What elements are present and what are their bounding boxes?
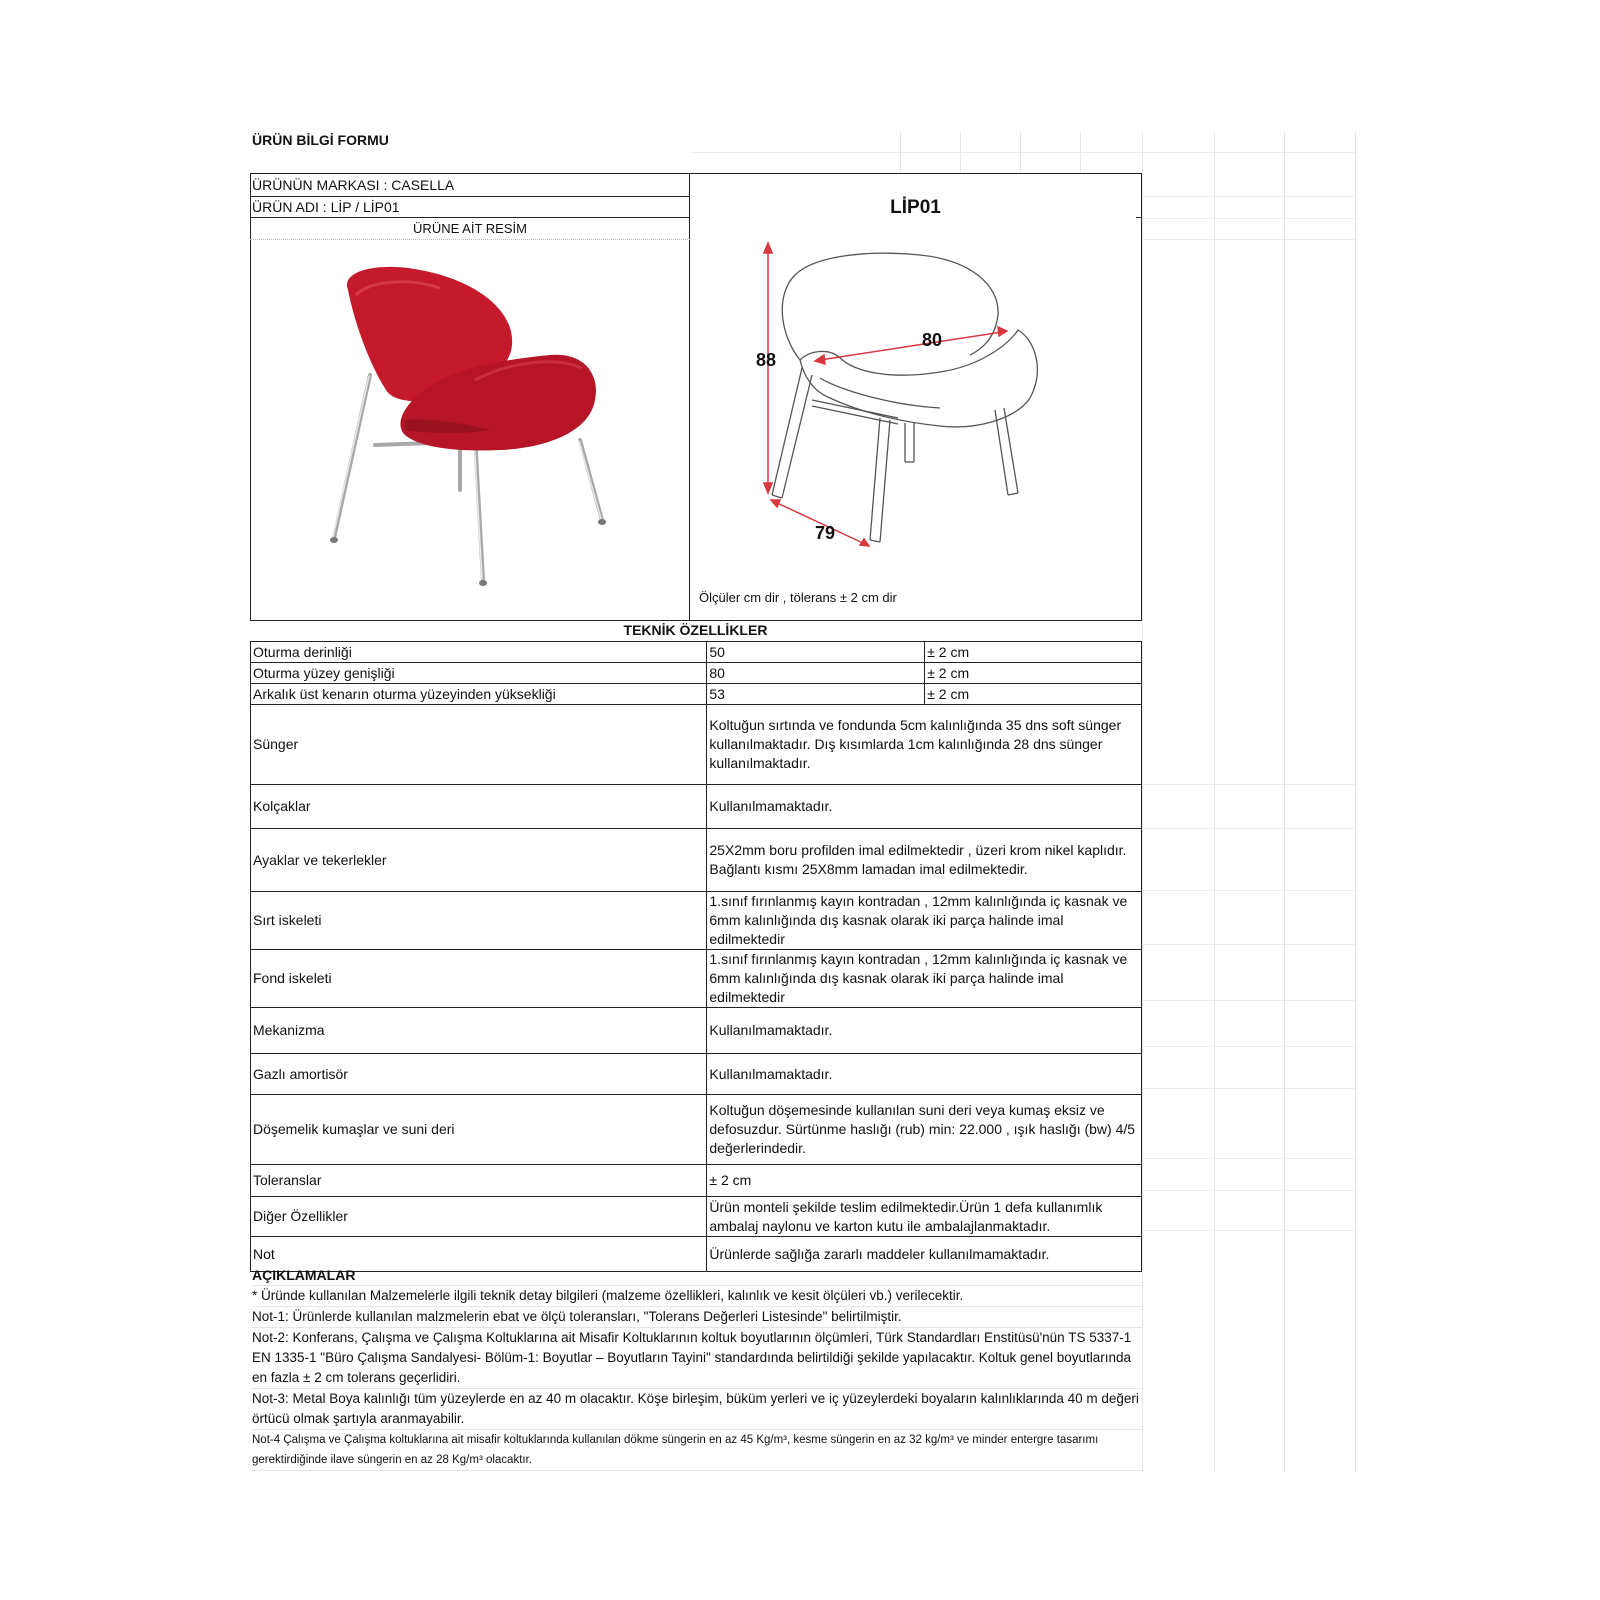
box-left-border xyxy=(250,173,251,621)
specs-table xyxy=(250,641,1142,1272)
brand-row-border xyxy=(250,196,690,197)
grid-row xyxy=(1142,944,1355,945)
chair-dimension-drawing xyxy=(740,240,1060,560)
spec-label: Toleranslar xyxy=(251,1165,707,1197)
spec-value: Koltuğun döşemesinde kullanılan suni deri veya kumaş eksiz ve defosuzdur. Sürtünme haslığı (rub) min: 22.000 , ışık haslığı (bw) 4/5 değerlerindedir. xyxy=(707,1095,1142,1165)
grid-row xyxy=(1142,828,1355,829)
dimension-lines xyxy=(764,243,1007,546)
spec-value: ± 2 cm xyxy=(707,1165,1142,1197)
spec-label: Mekanizma xyxy=(251,1008,707,1054)
spec-tolerance: ± 2 cm xyxy=(925,663,1142,684)
spec-value: 53 xyxy=(707,684,925,705)
spec-value: 1.sınıf fırınlanmış kayın kontradan , 12mm kalınlığında iç kasnak ve 6mm kalınlığında dış kasnak olarak iki parça halinde imal edilmektedir xyxy=(707,892,1142,950)
table-row xyxy=(251,950,1142,1008)
notes-heading: AÇIKLAMALAR xyxy=(252,1265,1142,1286)
spec-value: Koltuğun sırtında ve fondunda 5cm kalınlığında 35 dns soft sünger kullanılmaktadır. Dış kısımlarda 1cm kalınlığında 28 dns sünger kullanılmaktadır. xyxy=(707,705,1142,785)
grid-column xyxy=(1355,132,1356,1472)
grid-row xyxy=(1142,196,1355,197)
table-row xyxy=(251,1197,1142,1237)
spec-value: 80 xyxy=(707,663,925,684)
spec-label: Fond iskeleti xyxy=(251,950,707,1008)
spec-value: Kullanılmamaktadır. xyxy=(707,785,1142,829)
grid-row xyxy=(1142,890,1355,891)
grid-column xyxy=(1284,132,1285,1472)
table-row xyxy=(251,785,1142,829)
model-code: LİP01 xyxy=(890,197,941,218)
grid-column xyxy=(1214,132,1215,1472)
spec-value: 1.sınıf fırınlanmış kayın kontradan , 12mm kalınlığında iç kasnak ve 6mm kalınlığında dış kasnak olarak iki parça halinde imal edilmektedir xyxy=(707,950,1142,1008)
grid-row xyxy=(1142,1000,1355,1001)
table-row xyxy=(251,684,1142,705)
table-row xyxy=(251,663,1142,684)
table-row xyxy=(251,1054,1142,1095)
form-title: ÜRÜN BİLGİ FORMU xyxy=(252,132,389,148)
spec-label: Gazlı amortisör xyxy=(251,1054,707,1095)
box-right-border xyxy=(1141,173,1142,621)
grid-row xyxy=(1142,1230,1355,1231)
picture-caption: ÜRÜNE AİT RESİM xyxy=(413,221,527,236)
grid-row xyxy=(1142,1046,1355,1047)
spec-label: Ayaklar ve tekerlekler xyxy=(251,829,707,892)
table-row xyxy=(251,705,1142,785)
spec-label: Sırt iskeleti xyxy=(251,892,707,950)
grid-row xyxy=(1142,784,1355,785)
spec-value: 50 xyxy=(707,642,925,663)
brand-line: ÜRÜNÜN MARKASI : CASELLA xyxy=(252,177,455,193)
note-item: * Üründe kullanılan Malzemelerle ilgili teknik detay bilgileri (malzeme özellikleri, kalınlık ve kesit ölçüleri vb.) verilecektir. xyxy=(252,1286,1142,1307)
grid-row xyxy=(1142,1158,1355,1159)
spec-value: Kullanılmamaktadır. xyxy=(707,1054,1142,1095)
box-middle-border xyxy=(689,173,690,621)
grid-row xyxy=(1142,1088,1355,1089)
note-item: Not-3: Metal Boya kalınlığı tüm yüzeylerde en az 40 m olacaktır. Köşe birleşim, büküm yerleri ve iç yüzeylerdeki boyaların kalınlıklarında 40 m değeri örtücü olmak şartıyla aranmayabilir. xyxy=(252,1389,1142,1430)
grid-column xyxy=(1142,132,1143,1472)
box-top-border xyxy=(250,173,1142,174)
grid-row xyxy=(1142,1190,1355,1191)
dimension-note: Ölçüler cm dir , tölerans ± 2 cm dir xyxy=(699,590,897,605)
note-item: Not-2: Konferans, Çalışma ve Çalışma Koltuklarına ait Misafir Koltuklarının koltuk boyutlarının ölçümleri, Türk Standardları Enstitüsü'nün TS 5337-1 EN 1335-1 "Büro Çalışma Sandalyesi- Bölüm-1: Boyutlar – Boyutların Tayini" standardında belirtildiği şekilde yapılacaktır. Koltuk genel boyutlarında en fazla ± 2 cm tolerans geçerlidiri. xyxy=(252,1328,1142,1389)
spec-value: 25X2mm boru profilden imal edilmektedir , üzeri krom nikel kaplıdır. Bağlantı kısmı 25X8mm lamadan imal edilmektedir. xyxy=(707,829,1142,892)
spec-label: Oturma derinliği xyxy=(251,642,707,663)
notes-section xyxy=(252,1265,1142,1471)
name-row-border xyxy=(250,217,690,218)
dimension-width: 80 xyxy=(922,330,943,350)
spec-value: Ürün monteli şekilde teslim edilmektedir.Ürün 1 defa kullanımlık ambalaj naylonu ve karton kutu ile ambalajlanmaktadır. xyxy=(707,1197,1142,1237)
spec-label: Kolçaklar xyxy=(251,785,707,829)
note-item: Not-4 Çalışma ve Çalışma koltuklarına ait misafir koltuklarında kullanılan dökme süngerin en az 45 Kg/m³, kesme süngerin en az 32 kg/m³ ve minder entergre tasarımı gerektirdiğinde ilave süngerin en az 28 Kg/m³ olacaktır. xyxy=(252,1430,1142,1471)
spec-value: Ürünlerde sağlığa zararlı maddeler kullanılmamaktadır. xyxy=(707,1237,1142,1272)
spec-label: Sünger xyxy=(251,705,707,785)
table-row xyxy=(251,642,1142,663)
spec-label: Not xyxy=(251,1237,707,1272)
dimension-height: 88 xyxy=(756,350,777,370)
table-row xyxy=(251,1095,1142,1165)
table-row xyxy=(251,1008,1142,1054)
table-row xyxy=(251,1165,1142,1197)
chair-outline xyxy=(772,253,1037,542)
spec-value: Kullanılmamaktadır. xyxy=(707,1008,1142,1054)
note-item: Not-1: Ürünlerde kullanılan malzmelerin ebat ve ölçü toleransları, "Tolerans Değerleri Listesinde" belirtilmiştir. xyxy=(252,1307,1142,1328)
grid-row xyxy=(690,152,1355,153)
grid-row xyxy=(1142,218,1355,219)
product-name-line: ÜRÜN ADI : LİP / LİP01 xyxy=(252,199,400,215)
spec-label: Arkalık üst kenarın oturma yüzeyinden yüksekliği xyxy=(251,684,707,705)
dimension-depth: 79 xyxy=(815,523,836,543)
spec-label: Oturma yüzey genişliği xyxy=(251,663,707,684)
spec-tolerance: ± 2 cm xyxy=(925,642,1142,663)
spec-label: Diğer Özellikler xyxy=(251,1197,707,1237)
caption-row-border xyxy=(250,239,690,240)
spec-tolerance: ± 2 cm xyxy=(925,684,1142,705)
spec-label: Döşemelik kumaşlar ve suni deri xyxy=(251,1095,707,1165)
table-row xyxy=(251,892,1142,950)
table-row xyxy=(251,829,1142,892)
specs-heading: TEKNİK ÖZELLİKLER xyxy=(623,622,768,638)
chair-photo xyxy=(300,250,630,595)
grid-row xyxy=(1142,239,1355,240)
